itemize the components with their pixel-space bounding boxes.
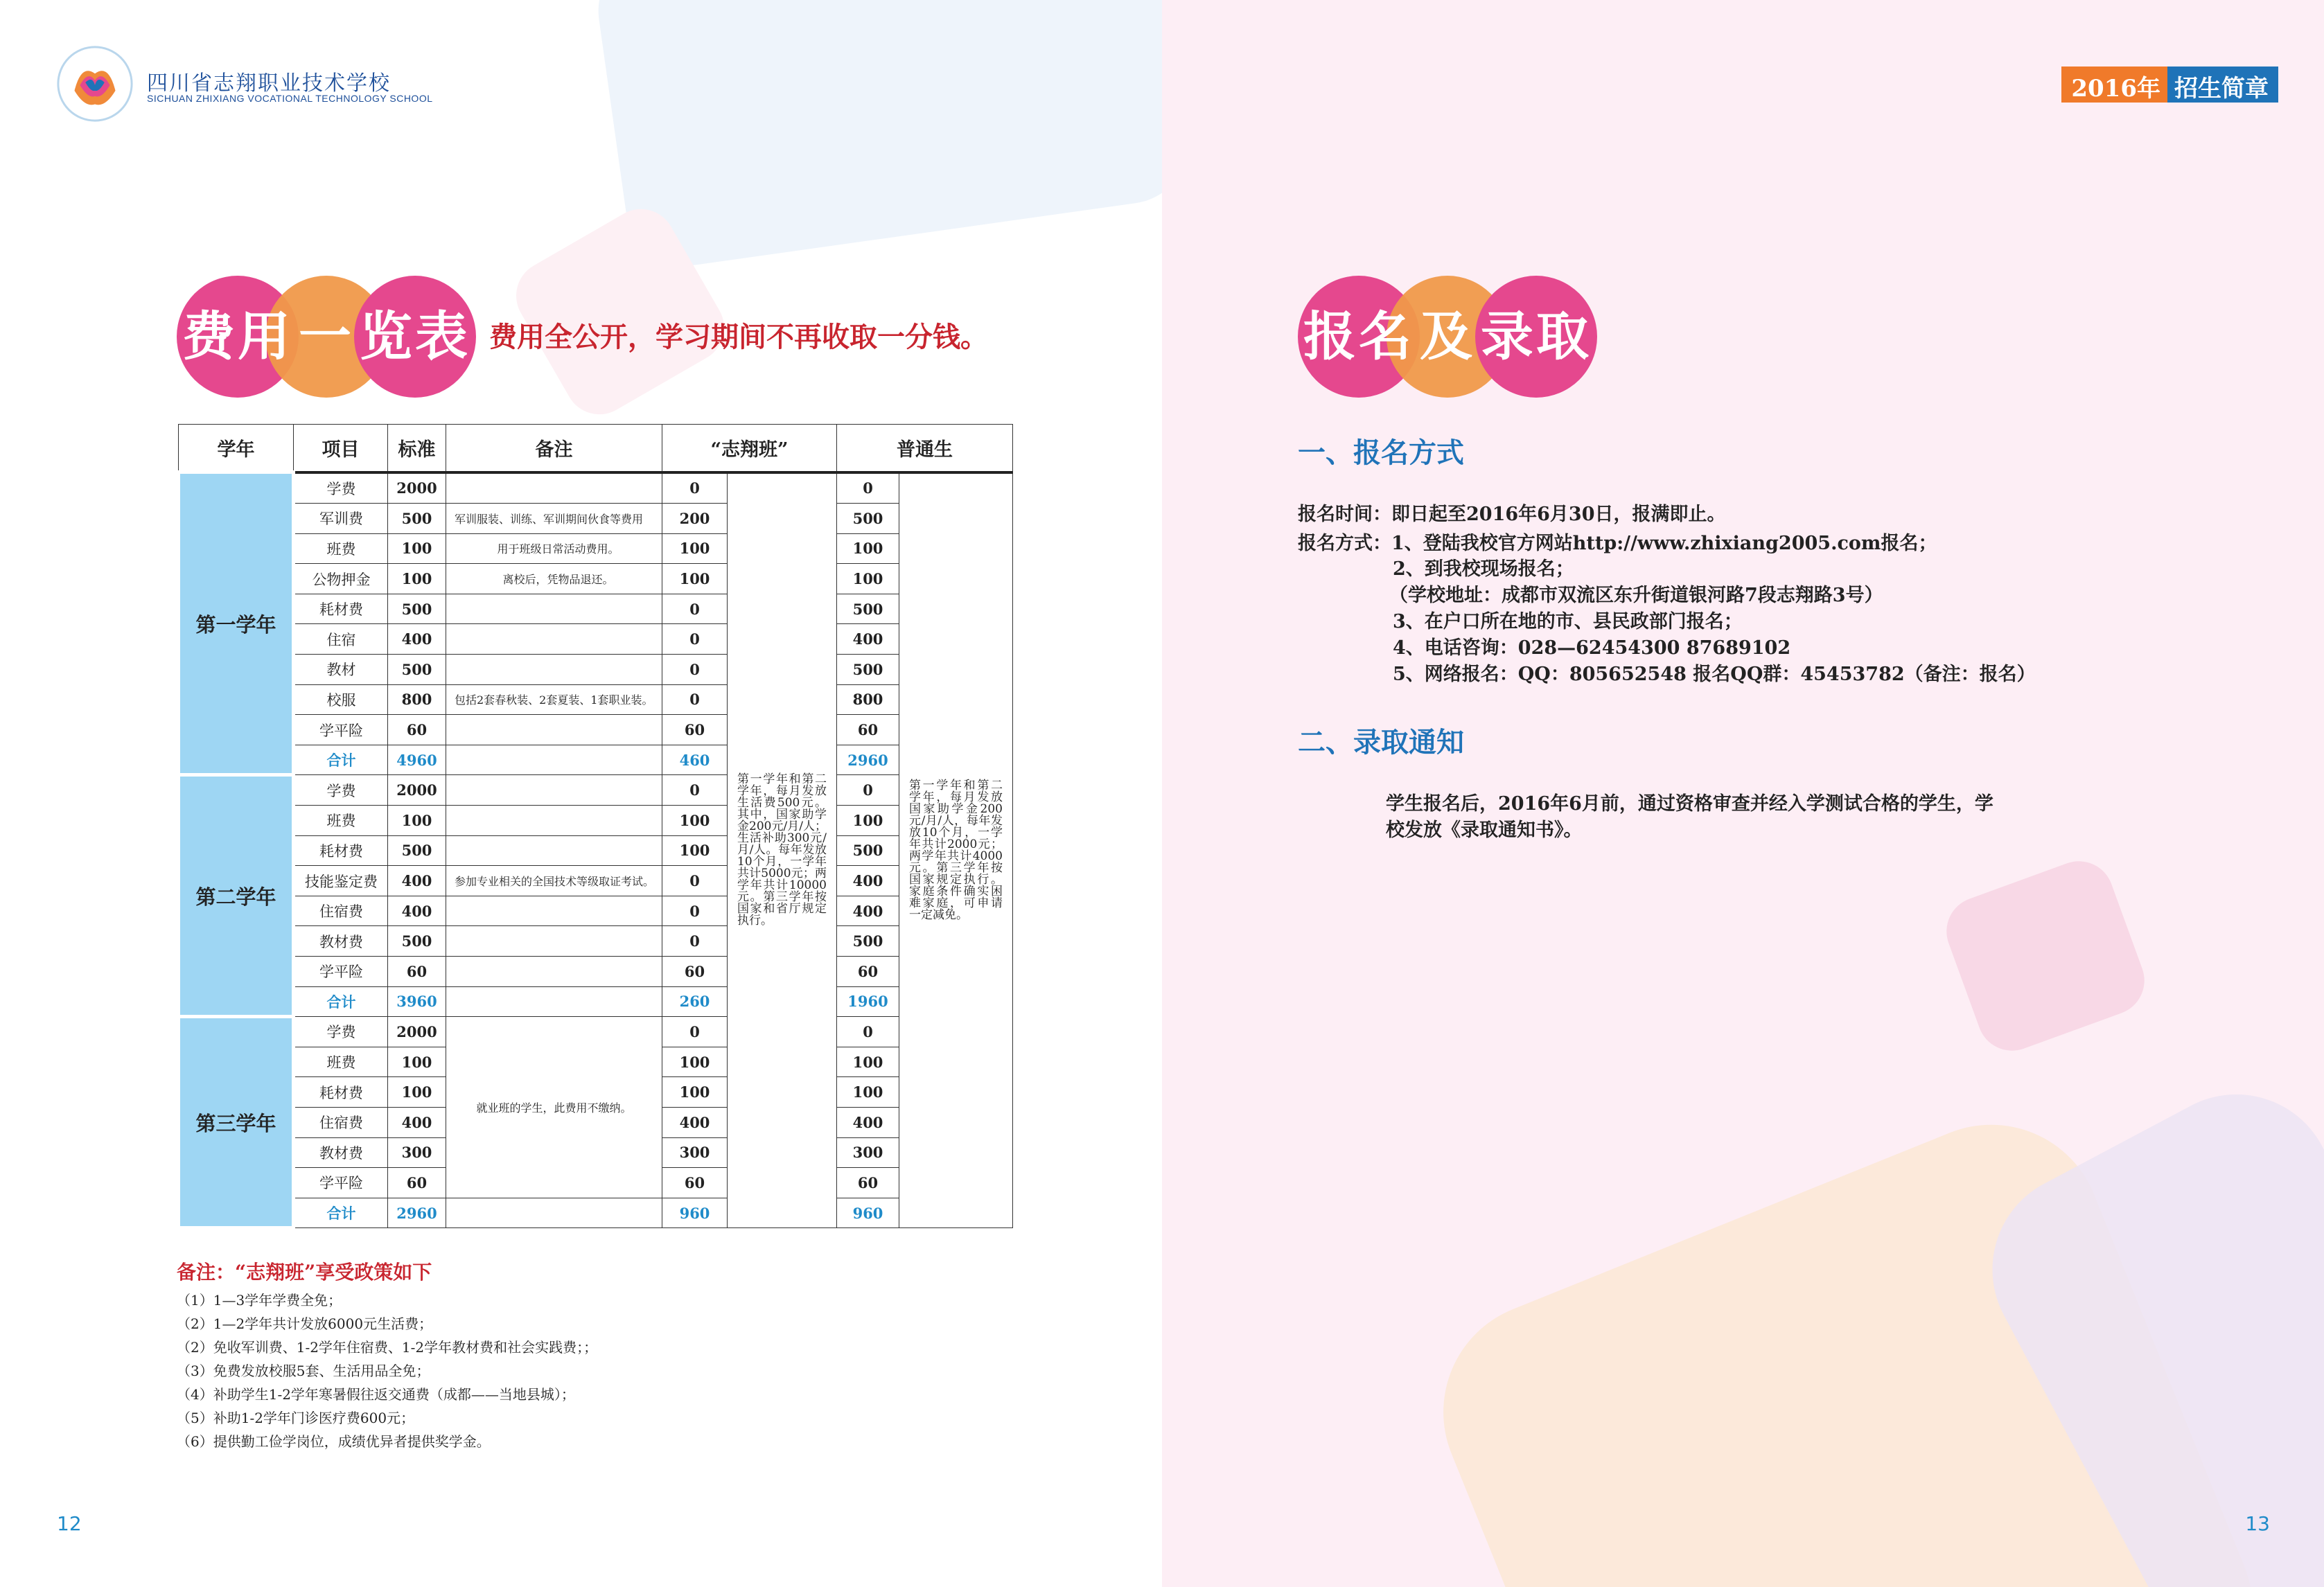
- school-name-cn: 四川省志翔职业技术学校: [147, 71, 391, 96]
- cell-remark: 包括2套春秋装、2套夏装、1套职业装。: [446, 684, 662, 715]
- cell-item: 学费: [294, 472, 388, 504]
- cell-reg: 100: [837, 1077, 899, 1108]
- table-row: [179, 775, 1013, 806]
- table-row: [179, 504, 1013, 534]
- school-logo-icon: [54, 43, 136, 125]
- table-total-row: [179, 745, 1013, 775]
- section-2-title: 二、录取通知: [1298, 726, 1464, 759]
- cell-reg: 60: [837, 1168, 899, 1198]
- cell-reg: 500: [837, 504, 899, 534]
- notes-list: [177, 1288, 597, 1453]
- badge-year: 2016年: [2061, 67, 2167, 103]
- cell-remark: [446, 775, 662, 806]
- table-row: [179, 896, 1013, 926]
- cell-remark: 参加专业相关的全国技术等级取证考试。: [446, 866, 662, 896]
- cell-std: 100: [388, 1047, 446, 1077]
- cell-item: 技能鉴定费: [294, 866, 388, 896]
- cell-std: 100: [388, 533, 446, 564]
- cell-item: 住宿: [294, 624, 388, 655]
- cell-item: 学费: [294, 775, 388, 806]
- cell-remark: [446, 896, 662, 926]
- cell-reg: 100: [837, 1047, 899, 1077]
- cell-total-std: 4960: [388, 745, 446, 775]
- cell-reg: 100: [837, 564, 899, 594]
- enroll-line: 报名时间：即日起至2016年6月30日，报满即止。: [1298, 504, 1726, 525]
- header-remark: 备注: [446, 425, 662, 472]
- cell-item: 班费: [294, 533, 388, 564]
- cell-item: 军训费: [294, 504, 388, 534]
- cell-zx: 60: [662, 715, 728, 745]
- title-text-2: 一: [299, 305, 354, 367]
- note-item: （5）补助1-2学年门诊医疗费600元；: [177, 1410, 415, 1426]
- cell-std: 100: [388, 1077, 446, 1108]
- decor-shape-rose: [1937, 851, 2154, 1061]
- table-row: [179, 624, 1013, 655]
- year-3-remark: 就业班的学生，此费用不缴纳。: [446, 1017, 662, 1198]
- year-3-label: 第三学年: [179, 1017, 294, 1228]
- cell-item: 学平险: [294, 1168, 388, 1198]
- table-row: [179, 594, 1013, 624]
- zhixiang-policy-note: 第一学年和第二学年，每月发放生活费500元。其中，国家助学金200元/月/人；生活补助300元/月/人。每年发放10个月，一学年共计5000元；两学年共计10000元。第三学年按国家和省厅规定执行。: [728, 472, 837, 1228]
- cell-remark: [446, 624, 662, 655]
- table-header-row: [179, 425, 1013, 472]
- cell-reg: 400: [837, 896, 899, 926]
- cell-total-zx: 960: [662, 1198, 728, 1228]
- cell-std: 500: [388, 655, 446, 685]
- cell-std: 400: [388, 866, 446, 896]
- cell-reg: 0: [837, 1017, 899, 1047]
- badge-title: 招生简章: [2167, 67, 2278, 103]
- header-year: 学年: [179, 425, 294, 472]
- cell-std: 60: [388, 957, 446, 987]
- cell-total-std: 3960: [388, 986, 446, 1017]
- cell-zx: 60: [662, 957, 728, 987]
- cell-zx: 0: [662, 594, 728, 624]
- cell-std: 400: [388, 896, 446, 926]
- cell-reg: 400: [837, 866, 899, 896]
- cell-item: 学平险: [294, 715, 388, 745]
- header-zhixiang: “志翔班”: [662, 425, 837, 472]
- cell-remark: 离校后，凭物品退还。: [446, 564, 662, 594]
- header-regular: 普通生: [837, 425, 1013, 472]
- cell-item: 校服: [294, 684, 388, 715]
- cell-reg: 0: [837, 775, 899, 806]
- school-name-en: SICHUAN ZHIXIANG VOCATIONAL TECHNOLOGY SCHOOL: [147, 93, 433, 104]
- cell-zx: 0: [662, 624, 728, 655]
- note-item: （6）提供勤工俭学岗位，成绩优异者提供奖学金。: [177, 1433, 491, 1450]
- year-2-label: 第二学年: [179, 775, 294, 1017]
- section-1-title: 一、报名方式: [1298, 436, 1464, 469]
- header-standard: 标准: [388, 425, 446, 472]
- cell-item: 班费: [294, 806, 388, 836]
- title-text-3: 录取: [1481, 305, 1592, 367]
- table-row: [179, 957, 1013, 987]
- cell-remark: [446, 806, 662, 836]
- cell-total-label: 合计: [294, 986, 388, 1017]
- cell-zx: 100: [662, 1047, 728, 1077]
- cell-total-reg: 1960: [837, 986, 899, 1017]
- enroll-line: 3、在户口所在地的市、县民政部门报名；: [1393, 611, 1743, 632]
- note-item: （3）免费发放校服5套、生活用品全免；: [177, 1363, 430, 1379]
- cell-remark: 军训服装、训练、军训期间伙食等费用: [446, 504, 662, 534]
- cell-remark: [446, 594, 662, 624]
- title-text-2: 及: [1420, 305, 1475, 367]
- cell-item: 教材费: [294, 1137, 388, 1168]
- cell-zx: 0: [662, 926, 728, 957]
- table-row: [179, 472, 1013, 504]
- cell-remark: [446, 655, 662, 685]
- table-total-row: [179, 1198, 1013, 1228]
- cell-remark: [446, 715, 662, 745]
- table-row: [179, 1017, 1013, 1047]
- table-row: [179, 715, 1013, 745]
- cell-reg: 400: [837, 624, 899, 655]
- admission-line: 学生报名后，2016年6月前，通过资格审查并经入学测试合格的学生，学: [1386, 793, 1993, 815]
- enroll-title: [1298, 276, 1597, 398]
- cell-total-zx: 460: [662, 745, 728, 775]
- note-item: （2）1—2学年共计发放6000元生活费；: [177, 1315, 433, 1332]
- table-row: [179, 866, 1013, 896]
- cell-remark: [446, 835, 662, 866]
- cell-item: 耗材费: [294, 594, 388, 624]
- cell-std: 300: [388, 1137, 446, 1168]
- cell-zx: 300: [662, 1137, 728, 1168]
- cell-zx: 0: [662, 655, 728, 685]
- cell-reg: 500: [837, 594, 899, 624]
- cell-total-reg: 2960: [837, 745, 899, 775]
- cell-std: 500: [388, 594, 446, 624]
- header-item: 项目: [294, 425, 388, 472]
- cell-remark: [446, 926, 662, 957]
- cell-zx: 200: [662, 504, 728, 534]
- cell-total-reg: 960: [837, 1198, 899, 1228]
- cell-reg: 500: [837, 835, 899, 866]
- cell-zx: 100: [662, 533, 728, 564]
- title-text-1: 报名: [1303, 305, 1414, 367]
- cell-reg: 100: [837, 806, 899, 836]
- note-item: （4）补助学生1-2学年寒暑假往返交通费（成都——当地县城）；: [177, 1386, 575, 1403]
- note-item: （1）1—3学年学费全免；: [177, 1292, 342, 1309]
- cell-zx: 0: [662, 1017, 728, 1047]
- cell-reg: 800: [837, 684, 899, 715]
- cell-std: 400: [388, 624, 446, 655]
- cell-zx: 60: [662, 1168, 728, 1198]
- cell-reg: 500: [837, 655, 899, 685]
- enroll-line: 5、网络报名：QQ：805652548 报名QQ群：45453782（备注：报名）: [1393, 664, 2036, 685]
- table-row: [179, 564, 1013, 594]
- cell-reg: 300: [837, 1137, 899, 1168]
- right-page: [1162, 0, 2324, 1587]
- cell-zx: 0: [662, 866, 728, 896]
- title-text-3: 览表: [360, 305, 470, 367]
- cell-reg: 400: [837, 1107, 899, 1137]
- header-badge: [2061, 67, 2278, 103]
- enroll-line: 报名方式：1、登陆我校官方网站http://www.zhixiang2005.com报名；: [1298, 533, 1937, 554]
- table-row: [179, 806, 1013, 836]
- enroll-line: 2、到我校现场报名；: [1393, 558, 1574, 580]
- admission-line: 校发放《录取通知书》。: [1386, 819, 1583, 841]
- enroll-line: （学校地址：成都市双流区东升街道银河路7段志翔路3号）: [1389, 585, 1883, 606]
- table-row: [179, 684, 1013, 715]
- table-total-row: [179, 986, 1013, 1017]
- cell-std: 100: [388, 806, 446, 836]
- cell-zx: 400: [662, 1107, 728, 1137]
- cell-std: 100: [388, 564, 446, 594]
- cell-item: 班费: [294, 1047, 388, 1077]
- cell-item: 耗材费: [294, 835, 388, 866]
- cell-remark: 用于班级日常活动费用。: [446, 533, 662, 564]
- cell-zx: 0: [662, 684, 728, 715]
- cell-std: 500: [388, 926, 446, 957]
- cell-item: 教材费: [294, 926, 388, 957]
- cell-std: 500: [388, 835, 446, 866]
- cell-item: 耗材费: [294, 1077, 388, 1108]
- cell-std: 60: [388, 1168, 446, 1198]
- fee-tagline: 费用全公开，学习期间不再收取一分钱。: [489, 321, 988, 353]
- title-text-1: 费用: [182, 305, 293, 367]
- cell-zx: 100: [662, 835, 728, 866]
- cell-zx: 100: [662, 564, 728, 594]
- table-row: [179, 835, 1013, 866]
- cell-reg: 100: [837, 533, 899, 564]
- cell-item: 住宿费: [294, 896, 388, 926]
- table-row: [179, 655, 1013, 685]
- cell-item: 住宿费: [294, 1107, 388, 1137]
- cell-std: 2000: [388, 775, 446, 806]
- cell-remark: [446, 745, 662, 775]
- cell-std: 800: [388, 684, 446, 715]
- cell-item: 学平险: [294, 957, 388, 987]
- table-row: [179, 533, 1013, 564]
- cell-zx: 100: [662, 806, 728, 836]
- cell-remark: [446, 472, 662, 504]
- cell-item: 学费: [294, 1017, 388, 1047]
- cell-std: 400: [388, 1107, 446, 1137]
- cell-total-label: 合计: [294, 745, 388, 775]
- page-number-right: 13: [2245, 1512, 2270, 1535]
- cell-reg: 500: [837, 926, 899, 957]
- cell-remark: [446, 1198, 662, 1228]
- table-row: [179, 926, 1013, 957]
- cell-total-zx: 260: [662, 986, 728, 1017]
- cell-std: 2000: [388, 472, 446, 504]
- cell-std: 500: [388, 504, 446, 534]
- fee-title: [177, 276, 476, 398]
- cell-zx: 100: [662, 1077, 728, 1108]
- cell-total-std: 2960: [388, 1198, 446, 1228]
- notes-title: 备注：“志翔班”享受政策如下: [177, 1261, 432, 1284]
- fee-table: [177, 424, 1013, 1230]
- cell-reg: 60: [837, 957, 899, 987]
- cell-zx: 0: [662, 472, 728, 504]
- cell-std: 2000: [388, 1017, 446, 1047]
- decor-shape-blue: [590, 0, 1162, 274]
- note-item: （2）免收军训费、1-2学年住宿费、1-2学年教材费和社会实践费；；: [177, 1339, 598, 1356]
- cell-std: 60: [388, 715, 446, 745]
- cell-total-label: 合计: [294, 1198, 388, 1228]
- cell-zx: 0: [662, 775, 728, 806]
- year-1-label: 第一学年: [179, 472, 294, 775]
- cell-item: 公物押金: [294, 564, 388, 594]
- cell-zx: 0: [662, 896, 728, 926]
- cell-remark: [446, 957, 662, 987]
- page-number-left: 12: [57, 1512, 82, 1535]
- cell-item: 教材: [294, 655, 388, 685]
- cell-reg: 60: [837, 715, 899, 745]
- regular-policy-note: 第一学年和第二学年，每月发放国家助学金200元/月/人，每年发放10个月，一学年共计2000元；两学年共计4000元。第三学年按国家规定执行。家庭条件确实困难家庭，可申请一定减免。: [899, 472, 1013, 1228]
- enroll-line: 4、电话咨询：028—62454300 87689102: [1393, 637, 1791, 659]
- cell-remark: [446, 986, 662, 1017]
- cell-reg: 0: [837, 472, 899, 504]
